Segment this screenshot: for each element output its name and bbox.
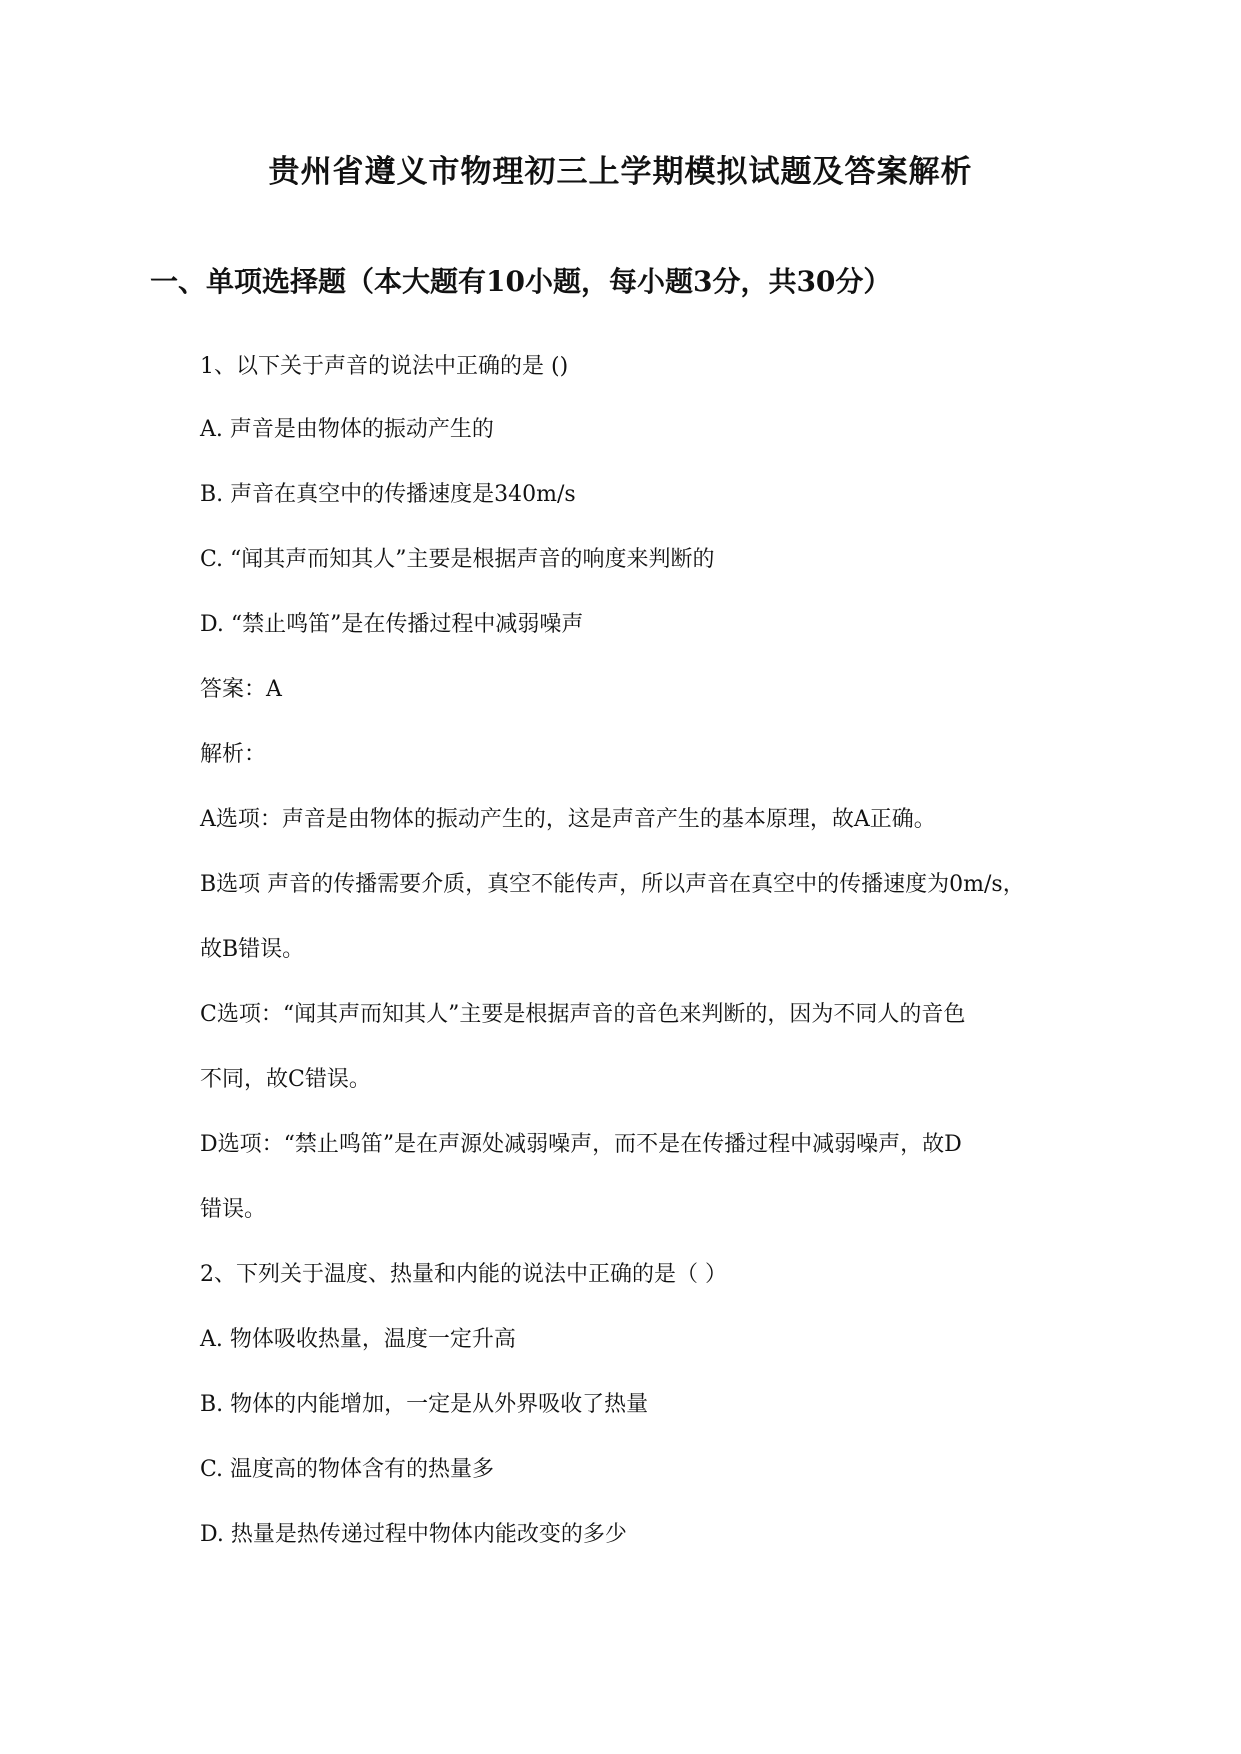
question-1-option-c: C. “闻其声而知其人”主要是根据声音的响度来判断的 <box>200 547 715 572</box>
section-heading: 一、单项选择题（本大题有10小题，每小题3分，共30分） <box>150 265 892 298</box>
question-1-analysis-a: A选项：声音是由物体的振动产生的，这是声音产生的基本原理，故A正确。 <box>200 807 936 832</box>
question-2-stem: 2、下列关于温度、热量和内能的说法中正确的是（ ） <box>200 1262 727 1287</box>
question-1-analysis-d-line2: 错误。 <box>200 1197 267 1222</box>
question-2-option-d: D. 热量是热传递过程中物体内能改变的多少 <box>200 1522 627 1547</box>
question-1-analysis-b-line1: B选项 声音的传播需要介质，真空不能传声，所以声音在真空中的传播速度为0m/s， <box>200 872 1025 897</box>
question-1-answer: 答案：A <box>200 677 282 702</box>
question-1-option-a: A. 声音是由物体的振动产生的 <box>200 417 494 442</box>
question-1-analysis-label: 解析： <box>200 742 267 767</box>
question-1-option-b: B. 声音在真空中的传播速度是340m/s <box>200 482 576 507</box>
question-1-analysis-c-line1: C选项：“闻其声而知其人”主要是根据声音的音色来判断的，因为不同人的音色 <box>200 1002 966 1027</box>
question-2-option-c: C. 温度高的物体含有的热量多 <box>200 1457 495 1482</box>
question-1-analysis-d-line1: D选项：“禁止鸣笛”是在声源处减弱噪声，而不是在传播过程中减弱噪声，故D <box>200 1132 962 1157</box>
question-1-stem: 1、以下关于声音的说法中正确的是 () <box>200 354 569 379</box>
question-2-option-a: A. 物体吸收热量，温度一定升高 <box>200 1327 516 1352</box>
question-1-option-d: D. “禁止鸣笛”是在传播过程中减弱噪声 <box>200 612 584 637</box>
question-1-analysis-b-line2: 故B错误。 <box>200 937 305 962</box>
question-1-analysis-c-line2: 不同，故C错误。 <box>200 1067 371 1092</box>
document-title: 贵州省遵义市物理初三上学期模拟试题及答案解析 <box>268 154 973 190</box>
question-2-option-b: B. 物体的内能增加，一定是从外界吸收了热量 <box>200 1392 649 1417</box>
